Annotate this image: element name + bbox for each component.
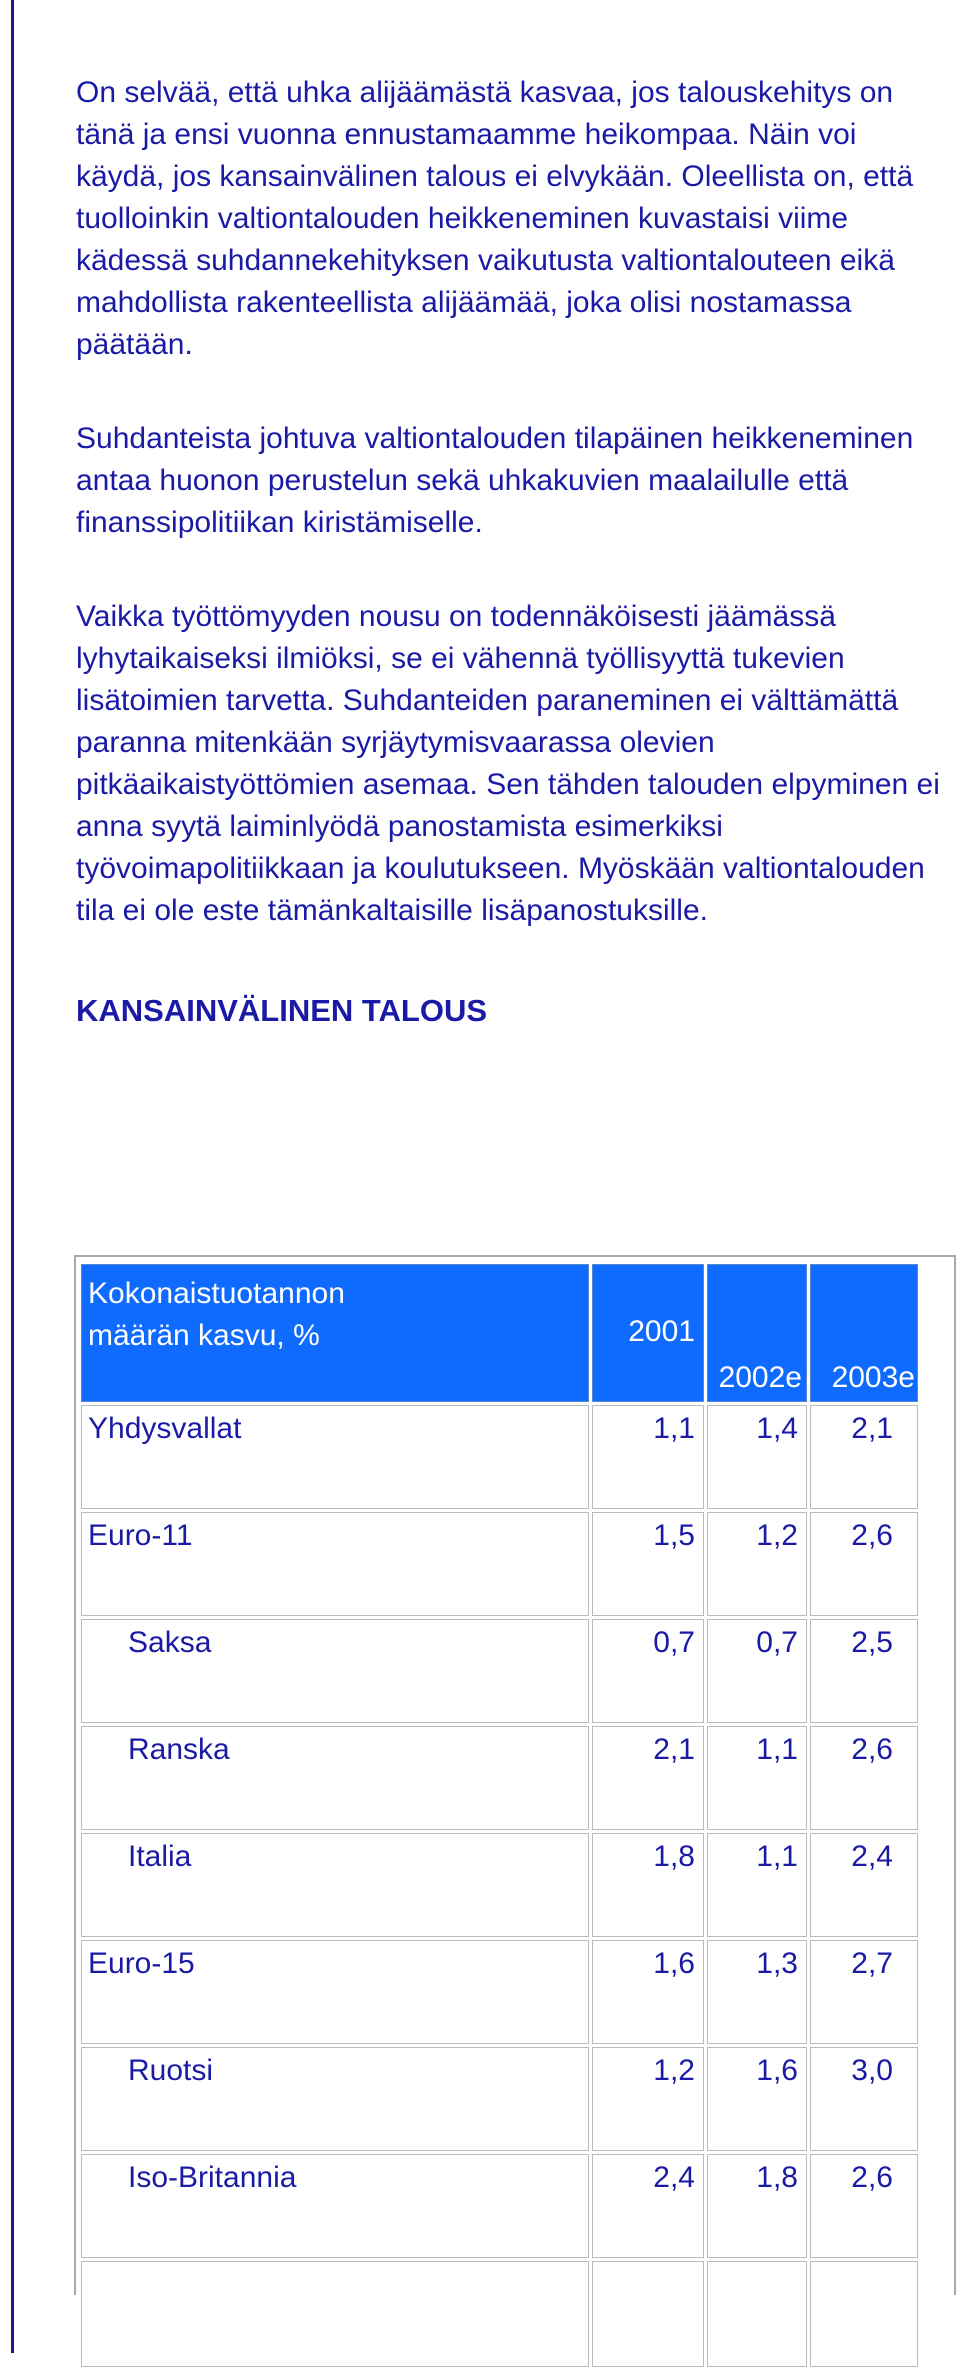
value-cell-v2001: 1,5 bbox=[592, 1512, 704, 1616]
table-row bbox=[81, 1940, 918, 2044]
empty-cell bbox=[707, 2261, 807, 2367]
paragraph-2: Suhdanteista johtuva valtiontalouden tilapäinen heikkeneminen antaa huonon perustelun sekä uhkakuvien maalailulle että finanssipolitiikan kiristämiselle. bbox=[76, 422, 914, 539]
value-cell-v2002: 1,2 bbox=[707, 1512, 807, 1616]
country-cell: Ruotsi bbox=[81, 2047, 589, 2151]
header-2003e: 2003e bbox=[810, 1264, 918, 1402]
country-cell: Iso-Britannia bbox=[81, 2154, 589, 2258]
country-cell: Euro-15 bbox=[81, 1940, 589, 2044]
empty-cell bbox=[592, 2261, 704, 2367]
table-row bbox=[81, 1726, 918, 1830]
country-cell: Ranska bbox=[81, 1726, 589, 1830]
country-cell: Yhdysvallat bbox=[81, 1405, 589, 1509]
value-cell-v2003: 3,0 bbox=[810, 2047, 918, 2151]
value-cell-v2002: 1,6 bbox=[707, 2047, 807, 2151]
country-cell: Italia bbox=[81, 1833, 589, 1937]
header-2002e: 2002e bbox=[707, 1264, 807, 1402]
empty-cell bbox=[81, 2261, 589, 2367]
value-cell-v2003: 2,6 bbox=[810, 2154, 918, 2258]
left-margin-rule bbox=[11, 0, 14, 2353]
paragraph-1: On selvää, että uhka alijäämästä kasvaa, jos talouskehitys on tänä ja ensi vuonna ennustamaamme heikompaa. Näin voi käydä, jos kansainvälinen talous ei elvykään. Oleellista on, että tuolloinkin valtiontalouden heikkeneminen kuvastaisi viime kädessä suhdannekehityksen vaikutusta valtiontalouteen eikä mahdollista rakenteellista alijäämää, joka olisi nostamassa päätään. bbox=[76, 76, 914, 361]
value-cell-v2003: 2,4 bbox=[810, 1833, 918, 1937]
table-row bbox=[81, 1833, 918, 1937]
table-row bbox=[81, 1405, 918, 1509]
table-header-row bbox=[81, 1264, 918, 1402]
header-label-line1: Kokonaistuotannon bbox=[88, 1277, 345, 1310]
value-cell-v2001: 1,1 bbox=[592, 1405, 704, 1509]
value-cell-v2002: 1,3 bbox=[707, 1940, 807, 2044]
header-label-line2: määrän kasvu, % bbox=[88, 1319, 320, 1352]
value-cell-v2002: 1,4 bbox=[707, 1405, 807, 1509]
value-cell-v2001: 2,1 bbox=[592, 1726, 704, 1830]
growth-table-frame bbox=[74, 1255, 956, 2295]
table-row bbox=[81, 1512, 918, 1616]
value-cell-v2001: 0,7 bbox=[592, 1619, 704, 1723]
header-2001: 2001 bbox=[592, 1264, 704, 1402]
value-cell-v2002: 1,1 bbox=[707, 1833, 807, 1937]
value-cell-v2001: 1,6 bbox=[592, 1940, 704, 2044]
country-cell: Saksa bbox=[81, 1619, 589, 1723]
value-cell-v2001: 2,4 bbox=[592, 2154, 704, 2258]
value-cell-v2003: 2,5 bbox=[810, 1619, 918, 1723]
value-cell-v2002: 1,8 bbox=[707, 2154, 807, 2258]
value-cell-v2003: 2,7 bbox=[810, 1940, 918, 2044]
table-body bbox=[81, 1405, 918, 2367]
value-cell-v2001: 1,8 bbox=[592, 1833, 704, 1937]
country-cell: Euro-11 bbox=[81, 1512, 589, 1616]
value-cell-v2002: 0,7 bbox=[707, 1619, 807, 1723]
value-cell-v2003: 2,1 bbox=[810, 1405, 918, 1509]
section-heading: KANSAINVÄLINEN TALOUS bbox=[76, 993, 488, 1028]
table-row bbox=[81, 2154, 918, 2258]
value-cell-v2003: 2,6 bbox=[810, 1726, 918, 1830]
value-cell-v2002: 1,1 bbox=[707, 1726, 807, 1830]
paragraph-3: Vaikka työttömyyden nousu on todennäköisesti jäämässä lyhytaikaiseksi ilmiöksi, se ei vähennä työllisyyttä tukevien lisätoimien tarvetta. Suhdanteiden paraneminen ei välttämättä paranna mitenkään syrjäytymisvaarassa olevien pitkäaikaistyöttömien asemaa. Sen tähden talouden elpyminen ei anna syytä laiminlyödä panostamista esimerkiksi työvoimapolitiikkaan ja koulutukseen. Myöskään valtiontalouden tila ei ole este tämänkaltaisille lisäpanostuksille. bbox=[76, 600, 940, 927]
table-row-empty bbox=[81, 2261, 918, 2367]
growth-table bbox=[78, 1261, 921, 2370]
value-cell-v2003: 2,6 bbox=[810, 1512, 918, 1616]
table-row bbox=[81, 1619, 918, 1723]
table-row bbox=[81, 2047, 918, 2151]
empty-cell bbox=[810, 2261, 918, 2367]
header-label-cell bbox=[81, 1264, 589, 1402]
value-cell-v2001: 1,2 bbox=[592, 2047, 704, 2151]
article-body bbox=[76, 72, 946, 1032]
